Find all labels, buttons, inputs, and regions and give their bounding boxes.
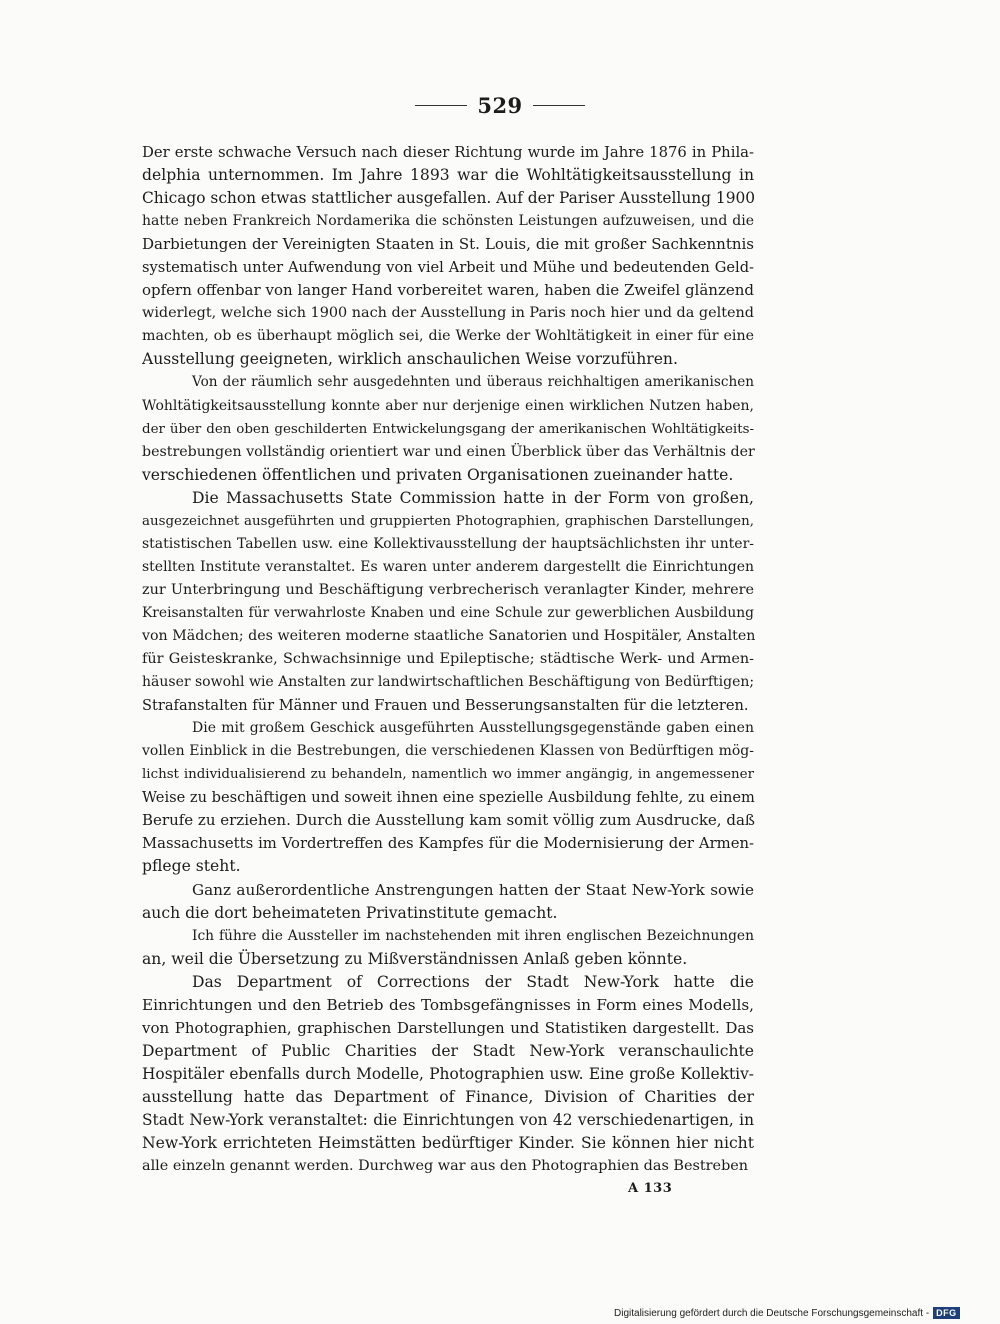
page-number: 529 — [477, 93, 523, 118]
text-line: Das Department of Corrections der Stadt New-York hatte die — [192, 972, 754, 991]
text-line: von Mädchen; des weiteren moderne staatliche Sanatorien und Hospitäler, Anstalten — [142, 627, 756, 644]
text-line: Die Massachusetts State Commission hatte in der Form von großen, — [192, 488, 754, 507]
text-line: Berufe zu erziehen. Durch die Ausstellung kam somit völlig zum Ausdrucke, daß — [142, 811, 755, 830]
header-rule-right — [533, 105, 585, 106]
text-line: Strafanstalten für Männer und Frauen und Besserungsanstalten für die letzteren. — [142, 697, 749, 715]
text-line: stellten Institute veranstaltet. Es waren unter anderem dargestellt die Einrichtungen — [142, 558, 754, 575]
text-line: New-York errichteten Heimstätten bedürftiger Kinder. Sie können hier nicht — [142, 1134, 754, 1153]
dfg-logo-icon: DFG — [933, 1307, 960, 1319]
paragraph — [142, 371, 754, 486]
text-line: an, weil die Übersetzung zu Mißverständnissen Anlaß geben könnte. — [142, 949, 688, 968]
sheet-signature: A 133 — [628, 1181, 673, 1196]
paragraph — [142, 879, 754, 925]
text-line: Darbietungen der Vereinigten Staaten in St. Louis, die mit großer Sachkenntnis — [142, 235, 754, 254]
paragraph — [142, 717, 754, 878]
text-line: Die mit großem Geschick ausgeführten Ausstellungsgegenstände gaben einen — [192, 720, 754, 737]
digitization-credit — [614, 1307, 960, 1319]
text-line: ausgezeichnet ausgeführten und gruppierten Photographien, graphischen Darstellungen, — [142, 513, 754, 529]
text-line: für Geisteskranke, Schwachsinnige und Epileptische; städtische Werk- und Armen- — [142, 651, 754, 668]
paragraph — [142, 141, 754, 371]
text-line: Von der räumlich sehr ausgedehnten und überaus reichhaltigen amerikanischen — [192, 374, 754, 391]
text-line: lichst individualisierend zu behandeln, namentlich wo immer angängig, in angemessener — [142, 767, 754, 783]
header-rule-left — [415, 105, 467, 106]
text-line: Der erste schwache Versuch nach dieser Richtung wurde im Jahre 1876 in Phila- — [142, 144, 754, 161]
page-header — [0, 93, 1000, 118]
text-line: Wohltätigkeitsausstellung konnte aber nur derjenige einen wirklichen Nutzen haben, — [142, 397, 754, 414]
text-line: Department of Public Charities der Stadt New-York veranschaulichte — [142, 1041, 754, 1060]
text-line: statistischen Tabellen usw. eine Kollektivausstellung der hauptsächlichsten ihr unter- — [142, 535, 754, 552]
text-line: vollen Einblick in die Bestrebungen, die verschiedenen Klassen von Bedürftigen mög- — [142, 743, 754, 760]
credit-text: Digitalisierung gefördert durch die Deutsche Forschungsgemeinschaft - — [614, 1307, 930, 1319]
text-line: Stadt New-York veranstaltet: die Einrichtungen von 42 verschiedenartigen, in — [142, 1110, 754, 1129]
text-line: verschiedenen öffentlichen und privaten Organisationen zueinander hatte. — [142, 465, 734, 484]
text-line: häuser sowohl wie Anstalten zur landwirtschaftlichen Beschäftigung von Bedürftigen; — [142, 674, 755, 691]
text-line: der über den oben geschilderten Entwickelungsgang der amerikanischen Wohltätigkeits- — [142, 421, 754, 437]
paragraph — [142, 487, 754, 717]
text-line: alle einzeln genannt werden. Durchweg war aus den Photographien das Bestreben — [142, 1158, 749, 1175]
text-line: delphia unternommen. Im Jahre 1893 war die Wohltätigkeitsausstellung in — [142, 166, 754, 185]
text-line: opfern offenbar von langer Hand vorbereitet waren, haben die Zweifel glänzend — [142, 281, 754, 300]
text-line: Chicago schon etwas stattlicher ausgefallen. Auf der Pariser Ausstellung 1900 — [142, 189, 756, 208]
text-line: hatte neben Frankreich Nordamerika die schönsten Leistungen aufzuweisen, und die — [142, 213, 754, 230]
text-line: Ausstellung geeigneten, wirklich anschaulichen Weise vorzuführen. — [142, 350, 678, 369]
text-line: systematisch unter Aufwendung von viel Arbeit und Mühe und bedeutenden Geld- — [142, 259, 754, 277]
text-line: widerlegt, welche sich 1900 nach der Ausstellung in Paris noch hier und da geltend — [142, 305, 754, 322]
text-line: Hospitäler ebenfalls durch Modelle, Photographien usw. Eine große Kollektiv- — [142, 1064, 754, 1083]
text-line: zur Unterbringung und Beschäftigung verbrecherisch veranlagter Kinder, mehrere — [142, 581, 754, 598]
text-line: von Photographien, graphischen Darstellungen und Statistiken dargestellt. Das — [142, 1018, 754, 1037]
text-line: Weise zu beschäftigen und soweit ihnen eine spezielle Ausbildung fehlte, zu einem — [142, 789, 755, 807]
text-line: Massachusetts im Vordertreffen des Kampfes für die Modernisierung der Armen- — [142, 835, 754, 853]
text-line: machten, ob es überhaupt möglich sei, die Werke der Wohltätigkeit in einer für eine — [142, 328, 754, 345]
text-line: ausstellung hatte das Department of Finance, Division of Charities der — [142, 1087, 754, 1106]
text-line: Ganz außerordentliche Anstrengungen hatten der Staat New-York sowie — [192, 880, 754, 899]
text-line: Kreisanstalten für verwahrloste Knaben und eine Schule zur gewerblichen Ausbildung — [142, 604, 754, 621]
text-line: pflege steht. — [142, 857, 241, 876]
paragraph — [142, 925, 754, 971]
text-line: Ich führe die Aussteller im nachstehenden mit ihren englischen Bezeichnungen — [192, 927, 754, 944]
body-text — [142, 141, 754, 1178]
text-line: Einrichtungen und den Betrieb des Tombsgefängnisses in Form eines Modells, — [142, 995, 754, 1014]
text-line: auch die dort beheimateten Privatinstitute gemacht. — [142, 903, 558, 922]
paragraph — [142, 971, 754, 1178]
text-line: bestrebungen vollständig orientiert war und einen Überblick über das Verhältnis der — [142, 443, 755, 460]
